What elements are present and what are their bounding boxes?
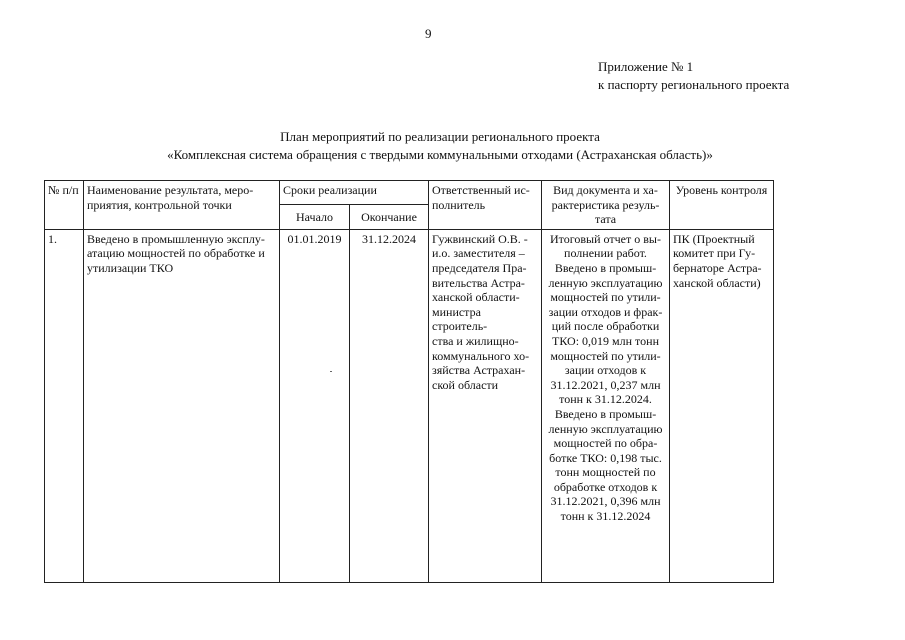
header-document: Вид документа и ха- рактеристика резуль- тата (542, 181, 670, 230)
page-number: 9 (425, 26, 432, 41)
row-name: Введено в промышленную эксплу- атацию мощностей по обработке и утилизации ТКО (84, 229, 280, 582)
header-control: Уровень контроля (670, 181, 774, 230)
row-end-date: 31.12.2024 (350, 229, 429, 582)
header-responsible: Ответственный ис- полнитель (429, 181, 542, 230)
appendix-line-1: Приложение № 1 (598, 59, 694, 74)
scan-speck (330, 371, 332, 372)
header-name: Наименование результата, меро- приятия, контрольной точки (84, 181, 280, 230)
table-row (45, 229, 774, 582)
row-responsible: Гужвинский О.В. - и.о. заместителя – председателя Пра- вительства Астра- ханской области- министра строитель- ства и жилищно- коммунального хо- зяйства Астрахан- ской области (429, 229, 542, 582)
header-terms: Сроки реализации (280, 181, 429, 205)
row-document: Итоговый отчет о вы- полнении работ. Введено в промыш- ленную эксплуатацию мощностей по утили- зации отходов и фрак- ций после обработки ТКО: 0,019 млн тонн мощностей по утили- зации отходов к 31.12.2021, 0,237 млн тонн к 31.12.2024. Введено в промыш- ленную эксплуатацию мощностей по обра- ботке ТКО: 0,198 тыс. тонн мощностей по обработке отходов к 31.12.2021, 0,396 млн тонн к 31.12.2024 (542, 229, 670, 582)
header-end: Окончание (350, 205, 429, 229)
title-line-2: «Комплексная система обращения с твердыми коммунальными отходами (Астраханская область)» (167, 147, 713, 162)
document-title (40, 128, 840, 164)
row-number: 1. (45, 229, 84, 582)
row-start-date: 01.01.2019 (280, 229, 350, 582)
title-line-1: План мероприятий по реализации регионального проекта (280, 129, 600, 144)
table-header-row (45, 181, 774, 205)
appendix-note (598, 58, 789, 94)
header-number: № п/п (45, 181, 84, 230)
appendix-line-2: к паспорту регионального проекта (598, 77, 790, 92)
activities-table (44, 180, 774, 583)
header-start: Начало (280, 205, 350, 229)
row-control: ПК (Проектный комитет при Гу- бернаторе Астра- ханской области) (670, 229, 774, 582)
